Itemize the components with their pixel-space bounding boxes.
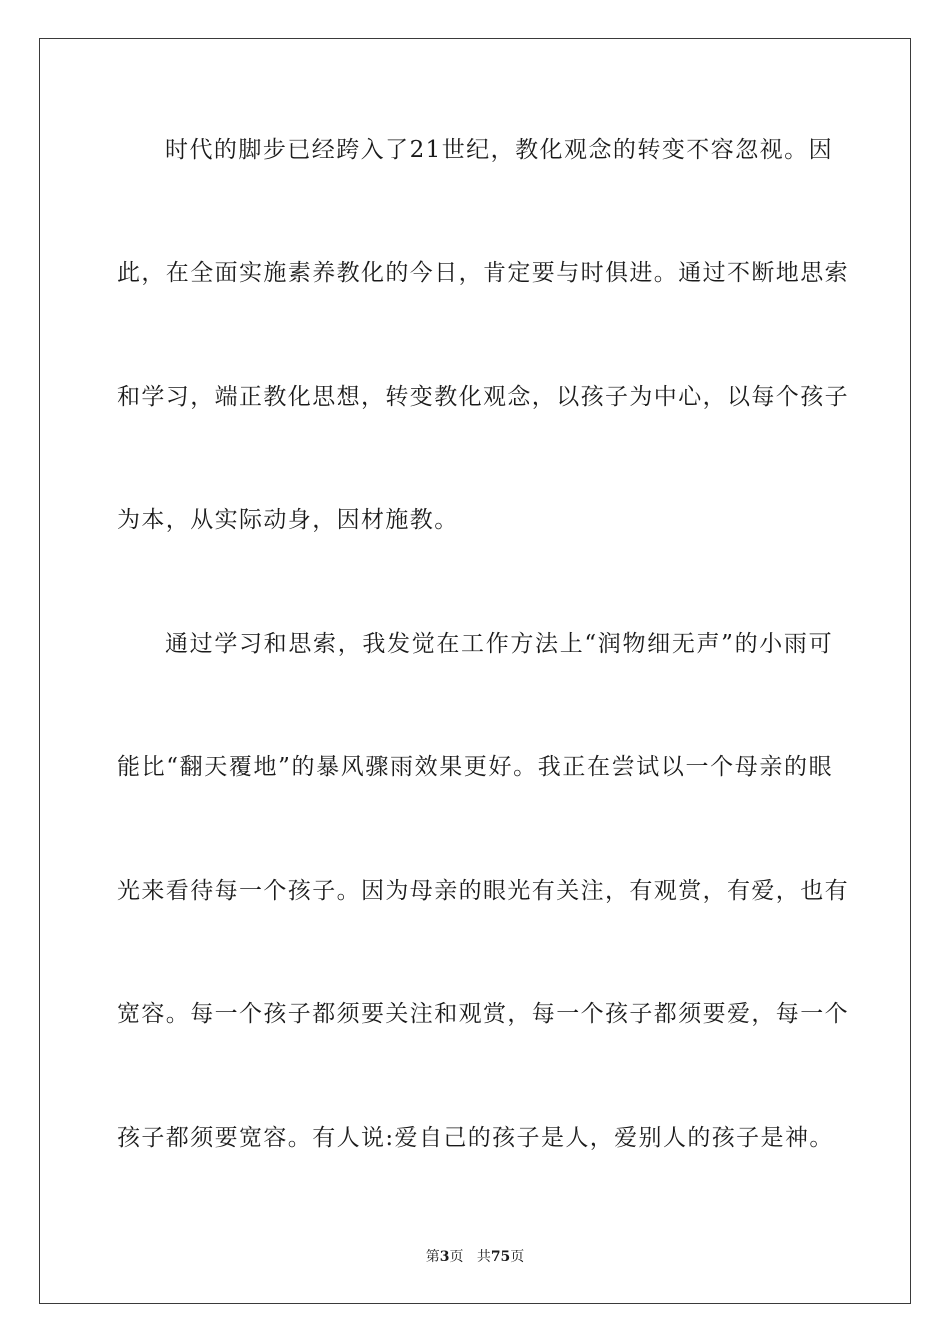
page-border (39, 38, 911, 1304)
footer-page-suffix: 页 (449, 1249, 464, 1265)
footer-total-pages: 75 (490, 1249, 511, 1265)
paragraph-2-line-2: 能比“翻天覆地”的暴风骤雨效果更好。我正在尝试以一个母亲的眼 (117, 754, 833, 780)
paragraph-2-line-4: 宽容。每一个孩子都须要关注和观赏，每一个孩子都须要爱，每一个 (117, 1001, 849, 1027)
footer-total-suffix: 页 (510, 1249, 525, 1265)
footer-page-number: 3 (439, 1249, 450, 1265)
paragraph-2-line-3: 光来看待每一个孩子。因为母亲的眼光有关注，有观赏，有爱，也有 (117, 878, 849, 904)
paragraph-1-line-2: 此，在全面实施素养教化的今日，肯定要与时俱进。通过不断地思索 (117, 260, 849, 286)
paragraph-2-line-5: 孩子都须要宽容。有人说:爱自己的孩子是人，爱别人的孩子是神。 (117, 1125, 834, 1151)
paragraph-1-line-3: 和学习，端正教化思想，转变教化观念，以孩子为中心，以每个孩子 (117, 384, 849, 410)
footer-page-prefix: 第 (425, 1249, 440, 1265)
paragraph-1-line-4: 为本，从实际动身，因材施教。 (117, 507, 459, 533)
footer-total-prefix: 共 (476, 1249, 491, 1265)
page-footer (0, 1246, 950, 1266)
paragraph-2-line-1: 通过学习和思索，我发觉在工作方法上“润物细无声”的小雨可 (165, 631, 833, 657)
paragraph-1-line-1: 时代的脚步已经跨入了21世纪，教化观念的转变不容忽视。因 (165, 137, 833, 163)
